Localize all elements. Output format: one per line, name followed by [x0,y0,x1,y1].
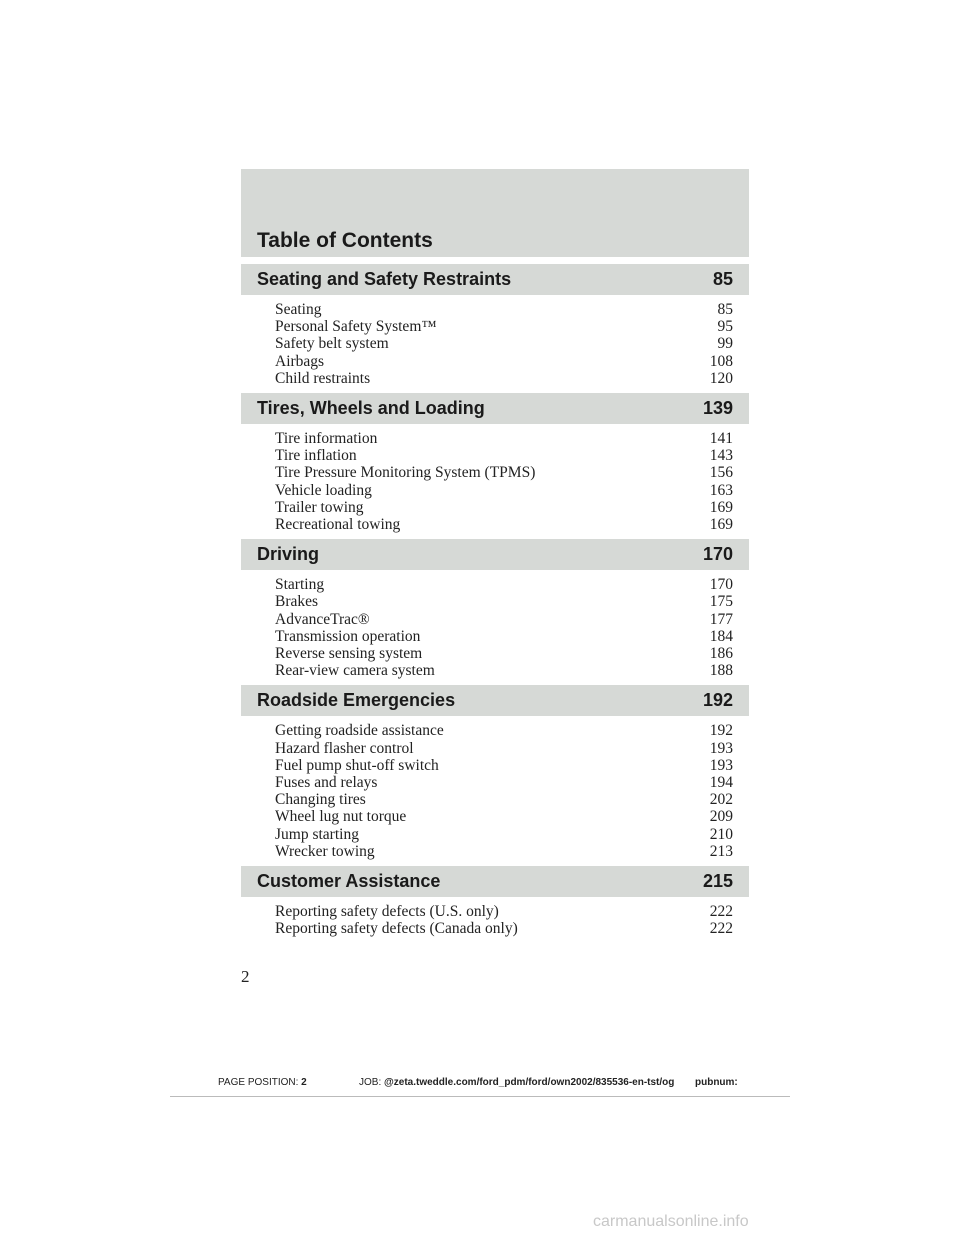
section-header[interactable] [241,539,749,570]
toc-entry[interactable] [275,628,733,645]
entry-page: 186 [709,645,733,663]
footer-position-label: PAGE POSITION: [218,1077,299,1088]
entry-page: 99 [717,335,733,353]
footer-position [218,1077,307,1088]
entry-label: Fuses and relays [275,774,378,792]
footer-position-value: 2 [301,1077,307,1088]
toc-entry[interactable] [275,757,733,774]
entry-page: 192 [709,722,733,740]
entry-label: AdvanceTrac® [275,610,370,628]
toc-entry[interactable] [275,722,733,739]
footer-job [359,1077,674,1088]
entry-label: Fuel pump shut-off switch [275,756,439,774]
entry-label: Rear-view camera system [275,662,435,680]
entry-label: Wheel lug nut torque [275,808,407,826]
entry-label: Recreational towing [275,516,401,534]
entry-page: 193 [709,756,733,774]
entry-page: 169 [709,516,733,534]
section-page: 170 [702,544,733,565]
entry-list [241,570,749,685]
watermark: carmanualsonline.info [593,1213,749,1230]
toc-entry[interactable] [275,499,733,516]
toc-entry[interactable] [275,843,733,860]
footer-job-value: @zeta.tweddle.com/ford_pdm/ford/own2002/835536-en-tst/og [384,1077,675,1088]
entry-label: Child restraints [275,369,371,387]
toc-entry[interactable] [275,447,733,464]
entry-page: 169 [709,498,733,516]
entry-page: 163 [709,481,733,499]
entry-label: Tire Pressure Monitoring System (TPMS) [275,464,536,482]
entry-page: 202 [709,791,733,809]
entry-page: 222 [709,903,733,921]
entry-label: Tire information [275,430,378,448]
toc-entry[interactable] [275,791,733,808]
toc-entry[interactable] [275,353,733,370]
toc-entry[interactable] [275,576,733,593]
toc-entry[interactable] [275,482,733,499]
section-page: 215 [702,871,733,892]
section-page: 192 [702,690,733,711]
entry-label: Safety belt system [275,335,389,353]
entry-label: Seating [275,301,322,318]
entry-list [241,295,749,393]
entry-list [241,424,749,539]
toc-entry[interactable] [275,318,733,335]
footer-pubnum-label: pubnum: [695,1077,738,1088]
entry-page: 85 [717,301,733,318]
entry-label: Changing tires [275,791,366,809]
section-title: Driving [257,544,320,565]
entry-page: 170 [709,576,733,594]
section-header[interactable] [241,685,749,716]
entry-page: 141 [709,430,733,448]
entry-page: 184 [709,627,733,645]
entry-page: 209 [709,808,733,826]
section-title: Tires, Wheels and Loading [257,398,485,419]
section-header[interactable] [241,393,749,424]
entry-list [241,897,749,943]
entry-page: 193 [709,739,733,757]
toc-entry[interactable] [275,611,733,628]
toc-entry[interactable] [275,808,733,825]
page-title: Table of Contents [257,229,433,252]
toc-entry[interactable] [275,662,733,679]
entry-label: Tire inflation [275,447,357,465]
toc-entry[interactable] [275,335,733,352]
toc-entry[interactable] [275,464,733,481]
section-header[interactable] [241,866,749,897]
toc-entry[interactable] [275,516,733,533]
toc-entry[interactable] [275,826,733,843]
toc-entry[interactable] [275,301,733,318]
entry-page: 177 [709,610,733,628]
toc-entry[interactable] [275,430,733,447]
entry-label: Brakes [275,593,319,611]
entry-page: 213 [709,842,733,860]
toc-entry[interactable] [275,774,733,791]
entry-label: Reverse sensing system [275,645,423,663]
entry-label: Wrecker towing [275,842,375,860]
toc-sections [241,264,749,943]
entry-page: 95 [717,318,733,336]
section-page: 139 [702,398,733,419]
entry-page: 156 [709,464,733,482]
entry-list [241,716,749,866]
footer-job-label: JOB: [359,1077,382,1088]
entry-page: 175 [709,593,733,611]
toc-header [241,169,749,257]
entry-label: Trailer towing [275,498,364,516]
entry-page: 210 [709,825,733,843]
entry-page: 222 [709,920,733,938]
toc-entry[interactable] [275,920,733,937]
footer-divider [170,1096,790,1097]
toc-entry[interactable] [275,740,733,757]
section-title: Customer Assistance [257,871,441,892]
page-number: 2 [241,967,250,986]
entry-label: Airbags [275,352,325,370]
toc-entry[interactable] [275,645,733,662]
entry-page: 194 [709,774,733,792]
toc-entry[interactable] [275,370,733,387]
entry-label: Reporting safety defects (Canada only) [275,920,518,938]
entry-label: Vehicle loading [275,481,372,499]
section-title: Roadside Emergencies [257,690,456,711]
entry-label: Personal Safety System™ [275,318,437,336]
entry-label: Reporting safety defects (U.S. only) [275,903,499,921]
footer-pubnum [695,1077,738,1088]
entry-label: Starting [275,576,325,594]
entry-page: 108 [709,352,733,370]
entry-label: Getting roadside assistance [275,722,444,740]
entry-label: Transmission operation [275,627,421,645]
section-page: 85 [712,269,733,289]
entry-label: Hazard flasher control [275,739,414,757]
section-header[interactable] [241,264,749,295]
toc-entry[interactable] [275,593,733,610]
entry-page: 120 [709,369,733,387]
entry-page: 143 [709,447,733,465]
entry-label: Jump starting [275,825,359,843]
toc-entry[interactable] [275,903,733,920]
section-title: Seating and Safety Restraints [257,269,512,289]
entry-page: 188 [709,662,733,680]
